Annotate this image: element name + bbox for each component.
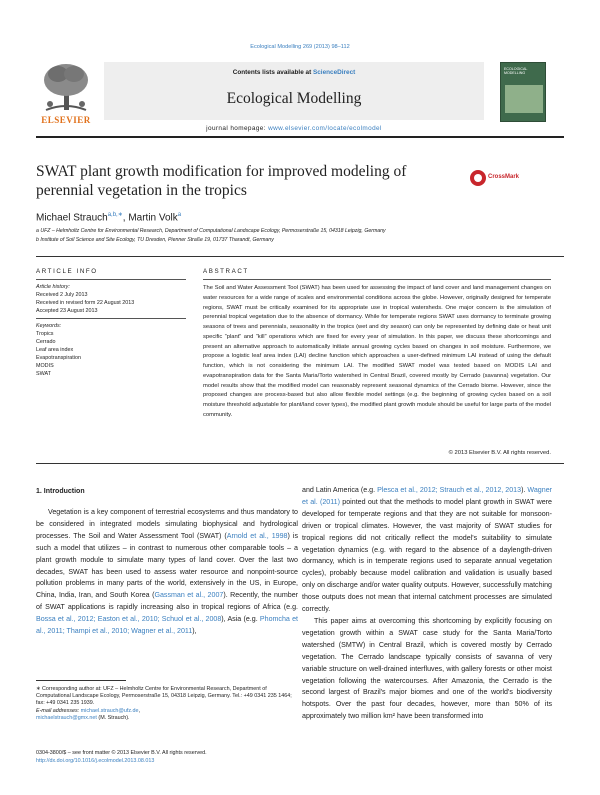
email-link[interactable]: michaelstrauch@gmx.net — [36, 714, 97, 721]
contents-prefix: Contents lists available at — [232, 69, 313, 76]
cover-title: ECOLOGICAL MODELLING — [504, 67, 528, 76]
citation-link[interactable]: Phomcha et al., 2011; Thampi et al., 2010; Wagner et al., 2011 — [36, 615, 298, 636]
keyword-item: Evapotranspiration — [36, 355, 81, 361]
affiliation-b: b Institute of Soil Science and Site Ecology, TU Dresden, Pienner Straße 19, 01737 Tharandt, Germany — [36, 237, 274, 243]
journal-reference[interactable]: Ecological Modelling 269 (2013) 98–112 — [250, 44, 350, 50]
intro-text: pointed out that the methods to model plant growth in SWAT were developed for temperate regions and that they are not suitable for monsoon-driven or tropical climates. However, the vast majority of SWAT studies for tropical regions did not critically reflect the model's suitability to simulate vegetation dynamics (e.g. with regard to the absence of a daylength-driven dormancy, which is in temperate regions used to separate annual vegetation cycles), probably because model calibration and validation is usually based only on discharge and/or water quality outputs. However, successfully matching those outputs does not mean that internal catchment processes are simulated correctly. — [302, 497, 552, 614]
homepage-link[interactable]: www.elsevier.com/locate/ecolmodel — [268, 125, 382, 132]
keyword-item: SWAT — [36, 371, 51, 377]
keywords-label: Keywords: — [36, 323, 62, 329]
keyword-item: Tropics — [36, 331, 54, 337]
email-owner: (M. Strauch). — [96, 714, 130, 721]
citation-link[interactable]: Arnold et al., 1998 — [226, 531, 288, 540]
publication-info — [36, 750, 298, 765]
article-title: SWAT plant growth modification for improved modeling of perennial vegetation in the tropics — [36, 163, 407, 199]
keyword-item: MODIS — [36, 363, 54, 369]
intro-text: ), — [192, 627, 197, 636]
intro-text: ) is such a model that utilizes – in contrast to numerous other comparable tools – a plant growth module to simulate many types of land cover. Over the last two decades, SWAT has been used to assess water resource and nonpoint-source pollution problems in many parts of the world, extensively in the US, in Europe, China, India, Iran, and South Korea ( — [36, 531, 298, 600]
author-list — [36, 211, 181, 223]
author-name: Martin Volk — [128, 212, 178, 224]
author-separator: , — [122, 212, 129, 224]
header-rule — [36, 136, 564, 138]
journal-title: Ecological Modelling — [226, 90, 362, 107]
corresponding-author-note: ∗ Corresponding author at: UFZ – Helmholtz Centre for Environmental Research, Department of Computational Landscape Ecology, Permoserstraße 15, 04318 Leipzig, Germany. Tel.: +49 0341 235 1464; fax: +49 0341 235 1939. — [36, 686, 292, 707]
history-item: Accepted 23 August 2013 — [36, 308, 98, 314]
intro-left-column — [36, 507, 298, 638]
keyword-item: Cerrado — [36, 339, 56, 345]
citation-link[interactable]: Wagner et al. (2011) — [302, 486, 552, 506]
intro-text: Vegetation is a key component of terrestrial ecosystems and thus mandatory to be considered in integrated models simulating biophysical and hydrological processes. The Soil and Water Assessment Tool (SWAT) ( — [36, 508, 298, 540]
email-link[interactable]: michael.strauch@ufz.de — [80, 707, 139, 714]
elsevier-wordmark: ELSEVIER — [41, 115, 91, 125]
intro-right-column — [302, 485, 552, 723]
keywords — [36, 322, 196, 378]
email-separator: , — [138, 707, 141, 714]
citation-link[interactable]: Gassman et al., 2007 — [154, 591, 224, 600]
author-affiliation-marker[interactable]: a,b,∗ — [107, 212, 123, 218]
email-line — [36, 708, 298, 715]
doi-link[interactable]: http://dx.doi.org/10.1016/j.ecolmodel.2013.08.013 — [36, 757, 155, 764]
elsevier-tree-icon — [40, 60, 92, 114]
email-line — [36, 715, 298, 722]
intro-paragraph — [302, 485, 552, 616]
keywords-rule — [36, 318, 186, 319]
article-info-heading: ARTICLE INFO — [36, 268, 98, 275]
author-name: Michael Strauch — [36, 212, 108, 224]
email-label: E-mail addresses: — [36, 707, 81, 714]
intro-text: ). Recently, the number of SWAT applications is rapidly increasing also in tropical regions of Africa (e.g. — [36, 591, 298, 612]
intro-text: ), Asia (e.g. — [221, 615, 260, 624]
abstract-body: The Soil and Water Assessment Tool (SWAT) has been used for assessing the impact of land cover and land management changes on water resources for a wide range of scales and environmental conditions across the globe. However, originally designed for temperate regions, SWAT must be critically examined for its appropriate use in tropical watersheds. One major concern is the simulation of perennial tropical vegetation due to the absence of dormancy. While for temperate regions SWAT uses dormancy to terminate growing seasons of trees and perennials, seasonality in the tropics (wet and dry season) can only be represented by defining date or heat unit specific “plant” and “kill” operations which are fixed for every year of simulation. In this paper, we discuss these shortcomings and present an alternative approach to automatically initiate annual growing cycles based on changes in soil moisture. Furthermore, we propose a logistic leaf area index (LAI) decline function which approaches a user-defined minimum LAI instead of using the default function, which is not considering the minimum LAI. The modified SWAT model was tested based on MODIS LAI and evapotranspiration data for the Santa Maria/Torto watershed in Central Brazil, covered mostly by Cerrado (savanna) vegetation. Our model results show that the modified model can reasonably represent seasonal dynamics of the Cerrado biome. However, since the proposed changes are process-based but also allow flexible model settings (e.g. the beginning of growing cycles based on a soil moisture threshold adjustable for plant/land cover types), the modified plant growth module should be useful for large parts of the model community. — [203, 285, 551, 418]
footnote — [36, 686, 298, 722]
section-divider — [36, 463, 564, 464]
copyright-notice: © 2013 Elsevier B.V. All rights reserved. — [448, 450, 551, 456]
history-item: Received in revised form 22 August 2013 — [36, 300, 135, 306]
journal-homepage — [104, 125, 484, 132]
author-affiliation-marker[interactable]: a — [177, 212, 182, 218]
homepage-label: journal homepage: — [206, 125, 269, 132]
issn-line: 0304-3800/$ – see front matter © 2013 Elsevier B.V. All rights reserved. — [36, 750, 207, 756]
intro-text: ). — [521, 486, 528, 494]
section-divider — [36, 256, 564, 257]
elsevier-logo — [36, 60, 96, 130]
abstract-rule — [203, 279, 551, 280]
intro-text: and Latin America (e.g. — [302, 486, 378, 494]
history-label: Article history: — [36, 284, 70, 290]
sciencedirect-link[interactable]: ScienceDirect — [312, 69, 356, 76]
keyword-item: Leaf area index — [36, 347, 74, 353]
citation-link[interactable]: Bossa et al., 2012; Easton et al., 2010; Schuol et al., 2008 — [36, 615, 222, 624]
abstract-heading: ABSTRACT — [203, 268, 249, 275]
footnote-rule — [36, 680, 126, 681]
cover-picture — [505, 85, 543, 113]
history-item: Received 2 July 2013 — [36, 292, 88, 298]
journal-cover-image — [500, 62, 546, 122]
crossmark-icon — [470, 170, 486, 186]
introduction-heading: 1. Introduction — [36, 488, 85, 495]
article-history — [36, 283, 196, 315]
intro-paragraph: This paper aims at overcoming this shortcoming by explicitly focusing on vegetation growth within a SWAT case study for the Santa Maria/Torto watershed (SMTW) in Central Brazil, which is covered mostly by Cerrado vegetation. The Cerrado landscape typically consists of savanna of very variable structure on well-drained interfluves, with gallery forests or other moist vegetation following the watercourses. After Amazonia, the Cerrado is the second largest of Brazil's major biomes and one of the world's biodiversity hotspots. Over the past four decades, however, more than 50% of its approximately two million km² have been transformed into — [302, 616, 552, 721]
affiliation-a: a UFZ – Helmholtz Centre for Environmental Research, Department of Computational Landscape Ecology, Permoserstraße 15, 04318 Leipzig, Germany — [36, 228, 386, 234]
crossmark-label: CrossMark — [488, 174, 520, 180]
article-info-rule — [36, 279, 186, 280]
citation-link[interactable]: Plesca et al., 2012; Strauch et al., 2012, 2013 — [377, 486, 522, 494]
crossmark-badge[interactable] — [470, 170, 550, 188]
contents-line — [104, 69, 484, 76]
